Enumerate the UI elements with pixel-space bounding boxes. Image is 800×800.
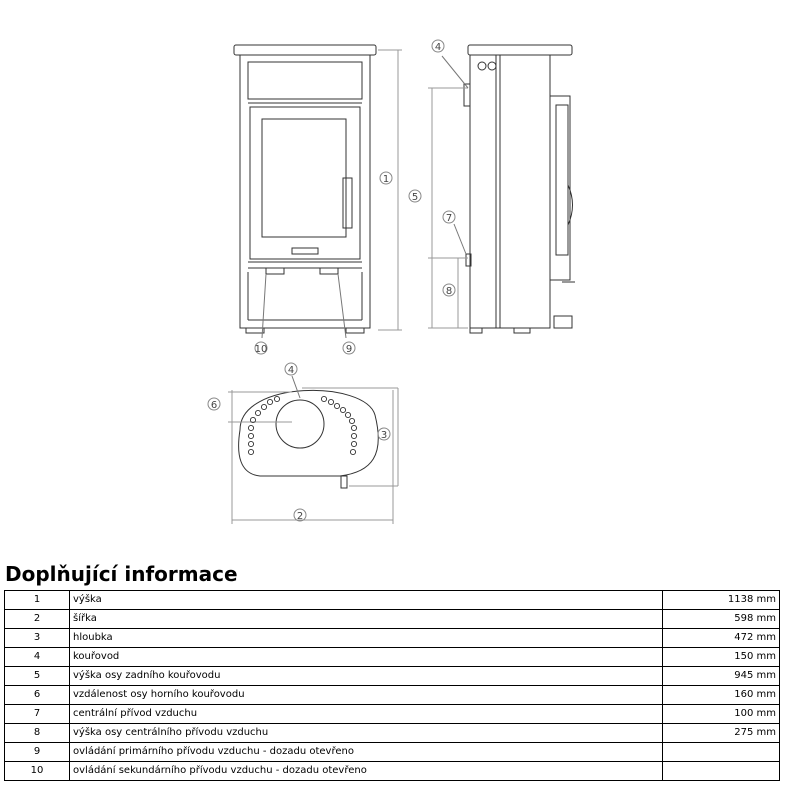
row-number: 8 xyxy=(5,724,70,743)
callout-3: 3 xyxy=(380,430,388,441)
table-row xyxy=(5,762,780,781)
row-description: výška osy centrálního přívodu vzduchu xyxy=(70,724,663,743)
section-title: Doplňující informace xyxy=(5,562,238,586)
callout-6: 6 xyxy=(210,400,218,411)
callout-10: 10 xyxy=(254,344,268,355)
callout-9: 9 xyxy=(345,344,353,355)
callout-8: 8 xyxy=(445,286,453,297)
table-row xyxy=(5,610,780,629)
callout-2: 2 xyxy=(296,511,304,522)
table-row xyxy=(5,629,780,648)
row-value: 945 mm xyxy=(663,667,780,686)
callout-4-side: 4 xyxy=(434,42,442,53)
row-number: 3 xyxy=(5,629,70,648)
callout-7: 7 xyxy=(445,213,453,224)
table-row xyxy=(5,743,780,762)
row-value: 150 mm xyxy=(663,648,780,667)
row-number: 6 xyxy=(5,686,70,705)
row-description: ovládání primárního přívodu vzduchu - dozadu otevřeno xyxy=(70,743,663,762)
row-value xyxy=(663,762,780,781)
callout-1: 1 xyxy=(382,174,390,185)
row-value: 100 mm xyxy=(663,705,780,724)
row-number: 9 xyxy=(5,743,70,762)
row-description: šířka xyxy=(70,610,663,629)
dimensions-table-body xyxy=(5,591,780,781)
row-number: 2 xyxy=(5,610,70,629)
row-value xyxy=(663,743,780,762)
row-description: ovládání sekundárního přívodu vzduchu - dozadu otevřeno xyxy=(70,762,663,781)
row-number: 10 xyxy=(5,762,70,781)
row-value: 275 mm xyxy=(663,724,780,743)
dimensions-table xyxy=(4,590,780,781)
table-row xyxy=(5,686,780,705)
row-description: kouřovod xyxy=(70,648,663,667)
row-number: 1 xyxy=(5,591,70,610)
row-value: 472 mm xyxy=(663,629,780,648)
front-view xyxy=(234,45,402,338)
row-number: 5 xyxy=(5,667,70,686)
row-description: hloubka xyxy=(70,629,663,648)
row-number: 7 xyxy=(5,705,70,724)
row-description: výška osy zadního kouřovodu xyxy=(70,667,663,686)
row-value: 598 mm xyxy=(663,610,780,629)
callout-4-top: 4 xyxy=(287,365,295,376)
row-number: 4 xyxy=(5,648,70,667)
row-description: výška xyxy=(70,591,663,610)
callout-5: 5 xyxy=(411,192,419,203)
table-row xyxy=(5,648,780,667)
row-value: 160 mm xyxy=(663,686,780,705)
table-row xyxy=(5,591,780,610)
table-row xyxy=(5,705,780,724)
table-row xyxy=(5,724,780,743)
top-view xyxy=(228,376,398,524)
row-value: 1138 mm xyxy=(663,591,780,610)
table-row xyxy=(5,667,780,686)
row-description: centrální přívod vzduchu xyxy=(70,705,663,724)
row-description: vzdálenost osy horního kouřovodu xyxy=(70,686,663,705)
